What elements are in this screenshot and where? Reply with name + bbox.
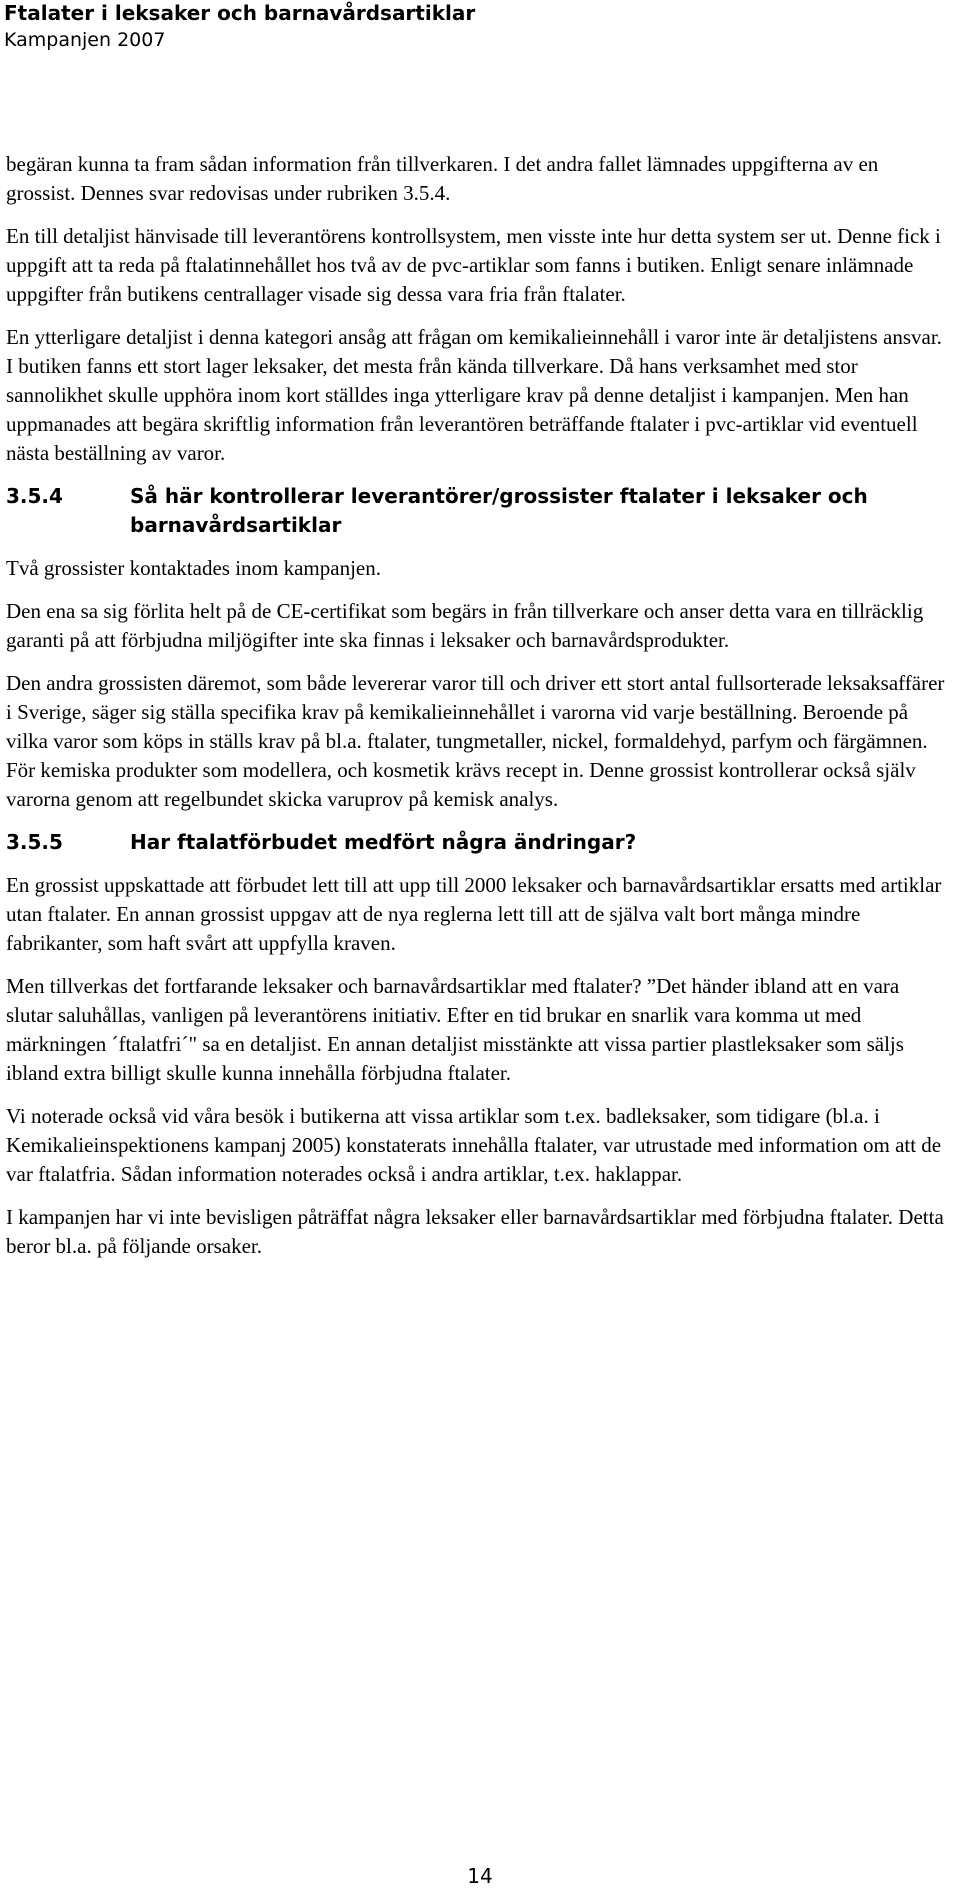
paragraph: I kampanjen har vi inte bevisligen påträffat några leksaker eller barnavårdsartiklar med förbjudna ftalater. Detta beror bl.a. på följande orsaker. [6,1205,944,1258]
document-title: Ftalater i leksaker och barnavårdsartiklar [4,1,476,25]
document-body [6,150,950,1275]
page-number: 14 [467,1864,493,1888]
paragraph: Den andra grossisten däremot, som både levererar varor till och driver ett stort antal fullsorterade leksaksaffärer i Sverige, säger sig ställa specifika krav på kemikalieinnehållet i varorna vid varje beställning. Beroende på vilka varor som köps in ställs krav på bl.a. ftalater, tungmetaller, nickel, formaldehyd, parfym och färgämnen. För kemiska produkter som modellera, och kosmetik krävs recept in. Denne grossist kontrollerar också själv varorna genom att regelbundet skicka varuprov på kemisk analys. [6,671,945,811]
paragraph: Den ena sa sig förlita helt på de CE-certifikat som begärs in från tillverkare och anser detta vara en tillräcklig garanti på att förbjudna miljögifter inte ska finnas i leksaker och barnavårdsprodukter. [6,599,924,652]
paragraph: begäran kunna ta fram sådan information från tillverkaren. I det andra fallet lämnades uppgifterna av en grossist. Dennes svar redovisas under rubriken 3.5.4. [6,152,879,205]
paragraph: Två grossister kontaktades inom kampanjen. [6,556,381,580]
paragraph: En grossist uppskattade att förbudet lett till att upp till 2000 leksaker och barnavårdsartiklar ersatts med artiklar utan ftalater. En annan grossist uppgav att de nya reglerna lett till att de själva valt bort många mindre fabrikanter, som haft svårt att uppfylla kraven. [6,873,942,955]
section-title: Har ftalatförbudet medfört några ändringar? [130,830,637,854]
section-number: 3.5.5 [6,830,63,854]
section-heading-3-5-5 [6,828,950,857]
paragraph: Vi noterade också vid våra besök i butikerna att vissa artiklar som t.ex. badleksaker, som tidigare (bl.a. i Kemikalieinspektionens kampanj 2005) konstaterats innehålla ftalater, var utrustade med information om att de var ftalatfria. Sådan information noterades också i andra artiklar, t.ex. haklappar. [6,1104,942,1186]
document-subtitle: Kampanjen 2007 [4,29,166,51]
section-number: 3.5.4 [6,484,63,508]
paragraph: En till detaljist hänvisade till leverantörens kontrollsystem, men visste inte hur detta system ser ut. Denne fick i uppgift att ta reda på ftalatinnehållet hos två av de pvc-artiklar som fanns i butiken. Enligt senare inlämnade uppgifter från butikens centrallager visade sig dessa vara fria från ftalater. [6,224,941,306]
paragraph: Men tillverkas det fortfarande leksaker och barnavårdsartiklar med ftalater? ”Det händer ibland att en vara slutar saluhållas, vanligen på leverantörens initiativ. Efter en tid brukar en snarlik vara komma ut med märkningen ´ftalatfri´" sa en detaljist. En annan detaljist misstänkte att vissa partier plastleksaker som säljs ibland extra billigt skulle kunna innehålla förbjudna ftalater. [6,974,904,1085]
section-heading-3-5-4 [6,482,950,540]
paragraph: En ytterligare detaljist i denna kategori ansåg att frågan om kemikalieinnehåll i varor inte är detaljistens ansvar. I butiken fanns ett stort lager leksaker, det mesta från kända tillverkare. Då hans verksamhet med stor sannolikhet skulle upphöra inom kort ställdes inga ytterligare krav på denne detaljist i kampanjen. Men han uppmanades att begära skriftlig information från leverantören beträffande ftalater i pvc-artiklar vid eventuell nästa beställning av varor. [6,325,942,465]
section-title: Så här kontrollerar leverantörer/grossister ftalater i leksaker och barnavårdsartiklar [130,484,868,537]
